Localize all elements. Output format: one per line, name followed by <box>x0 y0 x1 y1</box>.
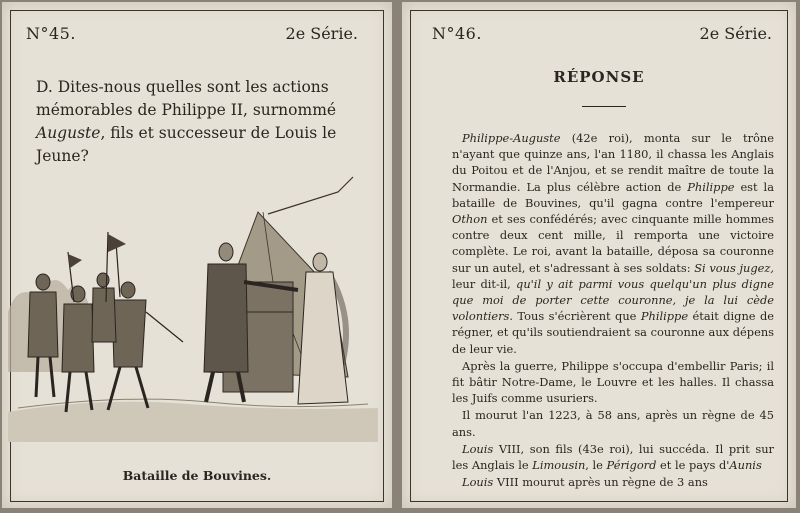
question-start: D. Dites-nous quelles sont les actions mémorables de Philippe II, surnommé <box>36 78 337 119</box>
text-run: est la bataille de Bouvines, qu'il gagna contre l'empereur <box>452 179 774 210</box>
answer-paragraph: Il mourut l'an 1223, à 58 ans, après un règne de 45 ans. <box>452 408 774 439</box>
italic-run: Si vous jugez, <box>694 260 774 275</box>
italic-run: Limousin <box>532 458 586 473</box>
text-run: et le pays d' <box>656 458 730 473</box>
italic-run: Philippe <box>640 309 689 324</box>
italic-run: Louis <box>462 475 494 490</box>
text-run: et ses confédérés; avec cinquante mille hommes contre deux cent mille, il remporta une victoire complète. Le roi, avant la bataille, déposa sa couronne sur un autel, et s'adressant à ses soldats: <box>452 212 774 275</box>
card-number: N°45. <box>26 24 76 43</box>
answer-paragraph: Après la guerre, Philippe s'occupa d'embellir Paris; il fit bâtir Notre-Dame, le Louvre et les halles. Il chassa les Juifs comme usuriers. <box>452 358 774 406</box>
italic-run: Aunis <box>729 458 762 473</box>
text-run: était digne de régner, et qu'ils soutiendraient sa couronne aux dépens de leur vie. <box>452 309 774 356</box>
italic-run: Louis <box>462 441 494 456</box>
question-italic: Auguste <box>36 124 101 142</box>
battle-illustration <box>8 172 378 442</box>
answer-card <box>402 2 796 508</box>
text-run: VIII, son fils (43e roi), lui succéda. Il prit sur les Anglais le <box>452 441 774 473</box>
text-run: Tous s'écrièrent que <box>513 309 641 324</box>
answer-title: RÉPONSE <box>553 68 645 86</box>
italic-run: qu'il y ait parmi vous quelqu'un plus digne que moi de porter cette couronne, je la lui cède volontiers. <box>452 276 774 324</box>
italic-run: Othon <box>452 212 488 227</box>
card-number: N°46. <box>432 24 482 43</box>
text-run: roi), monta sur le trône n'ayant que quinze ans, l'an 1180, il chassa les Anglais du Poitou et de l'Anjou, et se rendit maître de toute la Normandie. La plus célèbre action de <box>452 131 774 194</box>
question-text <box>36 76 366 168</box>
text-run: , le <box>585 458 607 473</box>
text-run: leur dit-il, <box>452 276 517 291</box>
italic-run: Philippe <box>687 179 735 194</box>
text-run: VIII mourut après un règne de 3 ans <box>493 475 708 490</box>
question-card <box>2 2 392 508</box>
title-divider <box>582 106 626 107</box>
text-run: e <box>590 131 598 145</box>
text-run: (42 <box>560 131 591 145</box>
answer-paragraph <box>452 130 774 357</box>
series-label: 2e Série. <box>285 24 358 43</box>
question-end: , fils et successeur de Louis le Jeune? <box>36 124 337 165</box>
italic-run: Philippe-Auguste <box>462 131 561 145</box>
illustration-caption: Bataille de Bouvines. <box>122 468 272 483</box>
answer-text <box>452 130 774 490</box>
series-label: 2e Série. <box>699 24 772 43</box>
answer-paragraph <box>452 441 774 473</box>
italic-run: Périgord <box>606 458 657 473</box>
answer-paragraph <box>452 474 774 490</box>
